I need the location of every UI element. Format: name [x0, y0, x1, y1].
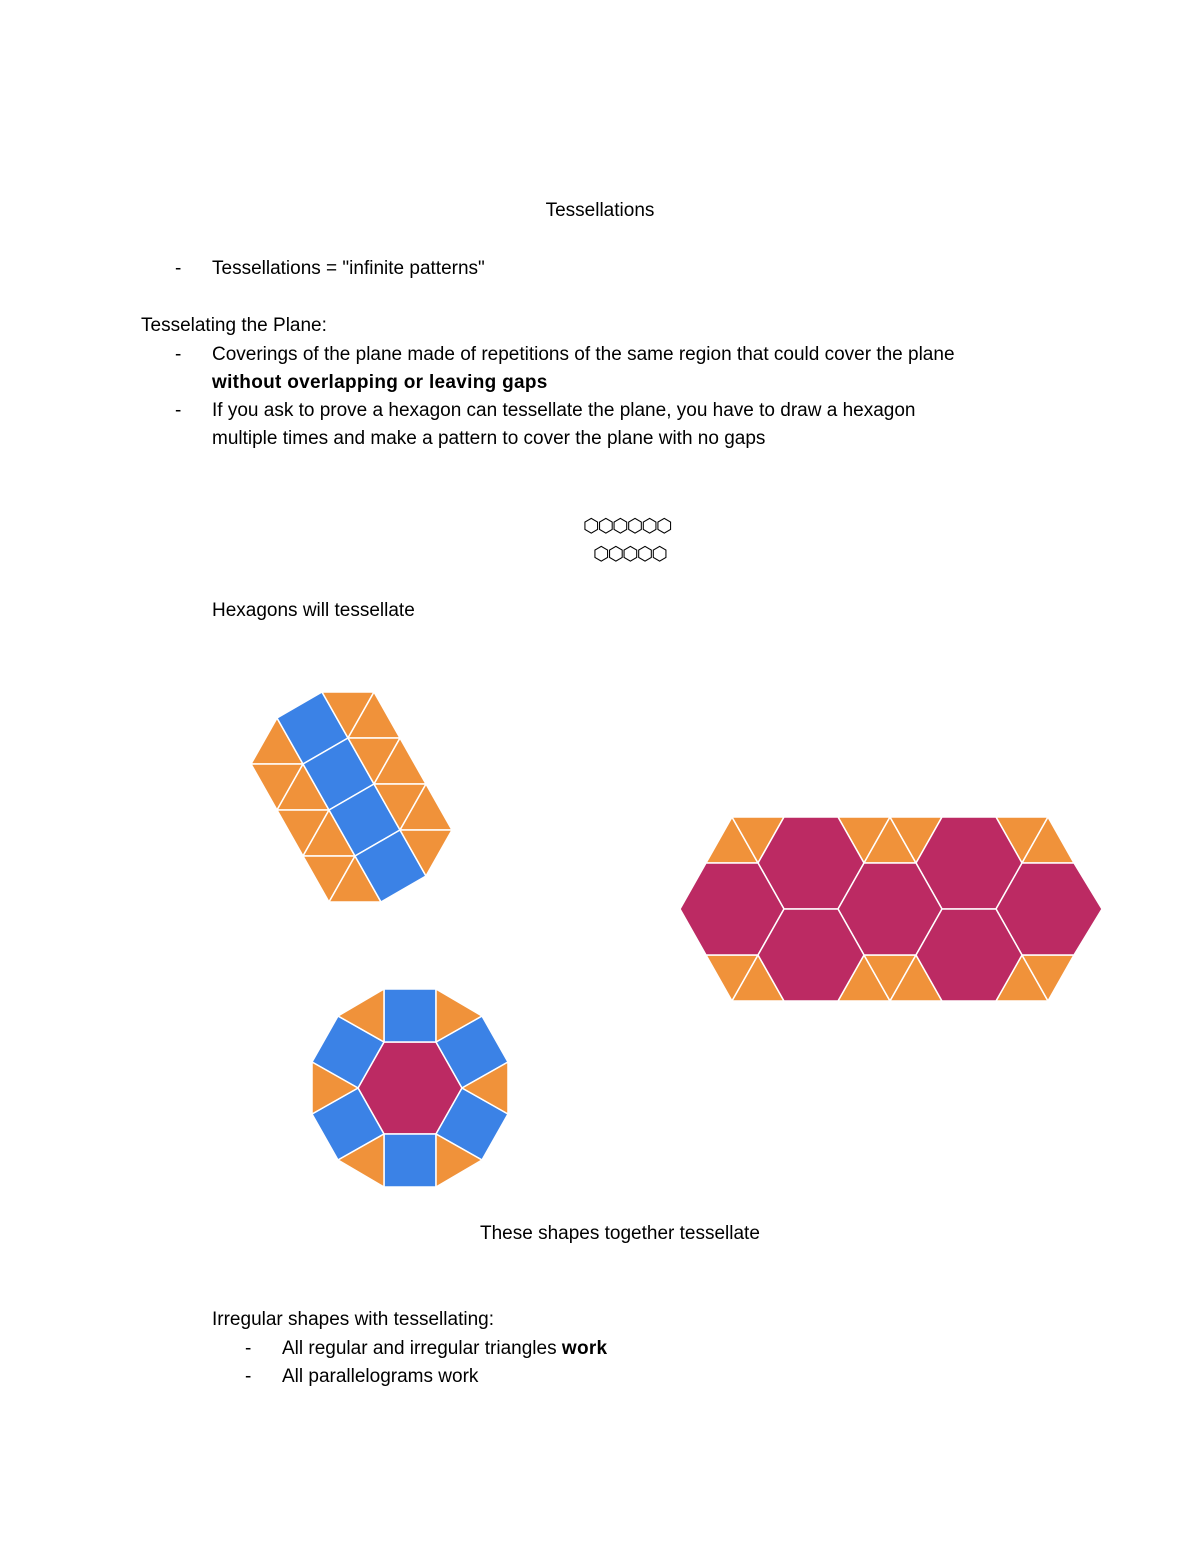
square-tile — [384, 989, 436, 1042]
bullet-hexagon-line2: multiple times and make a pattern to cover the plane with no gaps — [212, 428, 766, 449]
emphasis-no-gaps: without overlapping or leaving gaps — [212, 372, 548, 393]
bullet-triangles — [282, 1335, 607, 1363]
bullet-dash: - — [175, 344, 182, 365]
bullet-coverings-line1: Coverings of the plane made of repetitions of the same region that could cover the plane — [212, 344, 955, 365]
hexagon-strip-figure — [680, 817, 1102, 1001]
bullet-dash: - — [175, 258, 182, 279]
bullet-dash: - — [245, 1366, 252, 1387]
page-title: Tessellations — [545, 200, 655, 221]
tilted-hexagon-figure — [251, 692, 452, 902]
bullet-hexagon-line1: If you ask to prove a hexagon can tessellate the plane, you have to draw a hexagon — [212, 400, 916, 421]
hexagons-caption: Hexagons will tessellate — [212, 600, 415, 621]
bullet-dash: - — [175, 400, 182, 421]
hexagon-glyph-row-2: ⬡⬡⬡⬡⬡ — [593, 543, 666, 565]
section-heading-irregular: Irregular shapes with tessellating: — [212, 1309, 494, 1330]
bullet-triangles-text: All regular and irregular triangles — [282, 1338, 562, 1359]
hexagon-glyph-row-1: ⬡⬡⬡⬡⬡⬡ — [583, 515, 671, 537]
bullet-parallelograms: All parallelograms work — [282, 1366, 479, 1387]
dodecagon-figure — [312, 989, 508, 1187]
emphasis-work: work — [561, 1338, 608, 1359]
bullet-dash: - — [245, 1338, 252, 1359]
intro-bullet: Tessellations = "infinite patterns" — [212, 258, 485, 279]
square-tile — [384, 1134, 436, 1187]
section-heading-plane: Tesselating the Plane: — [141, 315, 327, 336]
figures-caption: These shapes together tessellate — [480, 1223, 760, 1244]
